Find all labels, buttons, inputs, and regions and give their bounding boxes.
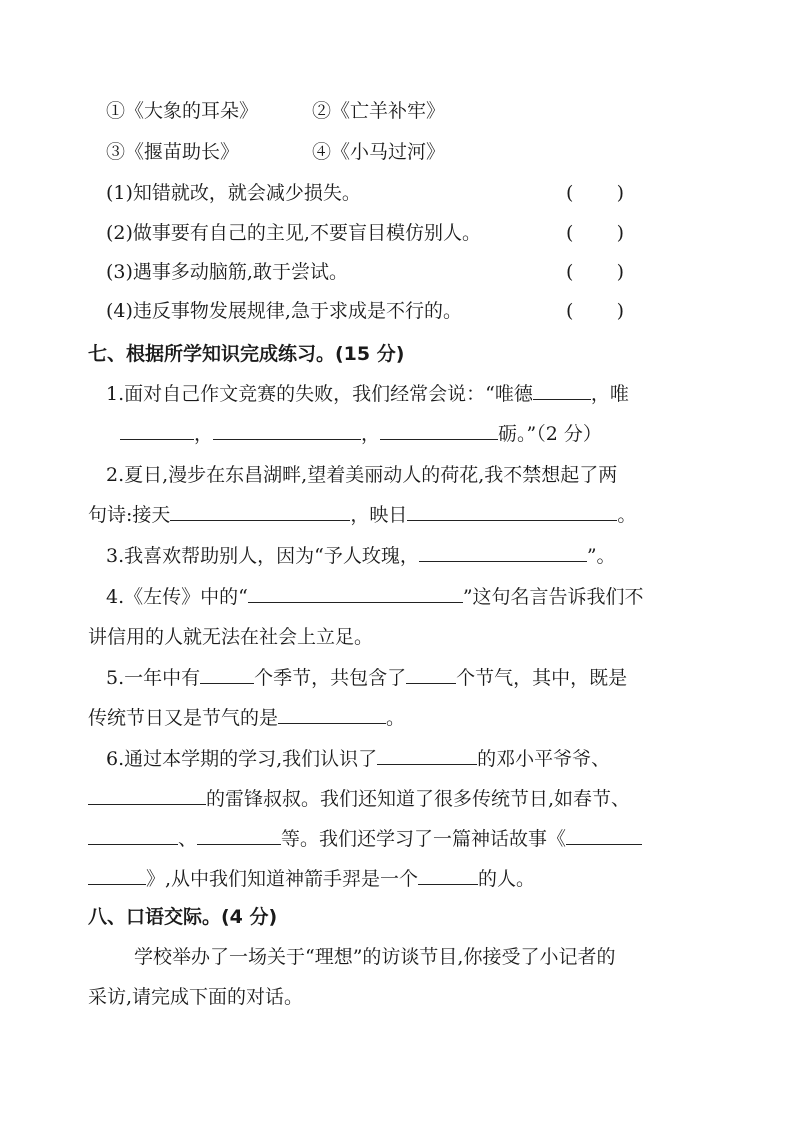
blank-field[interactable] [407, 502, 617, 521]
question-text: 砺。”（2 分） [498, 423, 602, 445]
question-text: 。 [386, 707, 406, 729]
question-2-line-2 [88, 501, 636, 529]
question-text: ， [194, 423, 214, 445]
option-2-number: ② [312, 100, 332, 122]
question-text: 5.一年中有 [106, 667, 201, 689]
question-1-line-1 [106, 380, 629, 408]
section-7-heading: 七、根据所学知识完成练习。(15 分) [88, 343, 405, 365]
blank-field[interactable] [406, 665, 456, 684]
question-text: 》,从中我们知道神箭手羿是一个 [146, 868, 419, 890]
question-text: 讲信用的人就无法在社会上立足。 [88, 626, 374, 648]
blank-field[interactable] [248, 584, 463, 603]
matching-item-text: (1)知错就改，就会减少损失。 [106, 182, 361, 204]
question-5-line-2 [88, 704, 405, 732]
paren-open: ( [566, 222, 574, 244]
question-3 [106, 542, 616, 570]
question-text: 个季节，共包含了 [254, 667, 407, 689]
question-text: 的邓小平爷爷、 [477, 748, 611, 770]
paren-close: ) [616, 300, 624, 322]
question-1-line-2 [120, 420, 602, 448]
question-text: 6.通过本学期的学习,我们认识了 [106, 748, 378, 770]
question-4-line-1 [106, 583, 644, 611]
question-text: 传统节日又是节气的是 [88, 707, 279, 729]
question-text: ， [361, 423, 381, 445]
option-4-title: 《小马过河》 [331, 141, 446, 163]
question-6-line-1 [106, 745, 610, 773]
blank-field[interactable] [213, 421, 361, 440]
question-text: ，唯 [590, 383, 629, 405]
blank-field[interactable] [377, 746, 477, 765]
option-2 [312, 97, 445, 125]
blank-field[interactable] [88, 826, 178, 845]
section-8-paragraph-line-1: 学校举办了一场关于“理想”的访谈节目,你接受了小记者的 [134, 946, 616, 968]
paren-open: ( [566, 261, 574, 283]
question-text: 个节气，其中，既是 [456, 667, 628, 689]
section-8-paragraph-line-2: 采访,请完成下面的对话。 [88, 986, 304, 1008]
option-3-number: ③ [106, 141, 126, 163]
paren-open: ( [566, 182, 574, 204]
option-3 [106, 138, 239, 166]
blank-field[interactable] [419, 543, 587, 562]
question-text: 2.夏日,漫步在东昌湖畔,望着美丽动人的荷花,我不禁想起了两 [106, 464, 618, 486]
question-4-line-2 [88, 623, 373, 651]
matching-item-3 [106, 258, 348, 286]
blank-field[interactable] [418, 866, 478, 885]
question-6-line-3 [88, 825, 642, 853]
question-text: 的人。 [478, 868, 536, 890]
blank-field[interactable] [533, 381, 591, 400]
question-text: ”这句名言告诉我们不 [462, 586, 644, 608]
question-text: 。 [617, 504, 637, 526]
matching-item-text: (2)做事要有自己的主见,不要盲目模仿别人。 [106, 222, 481, 244]
blank-field[interactable] [170, 502, 350, 521]
section-8-heading: 八、口语交际。(4 分) [88, 906, 278, 928]
matching-item-2 [106, 219, 481, 247]
question-2-line-1 [106, 461, 617, 489]
option-3-title: 《揠苗助长》 [125, 141, 240, 163]
option-1 [106, 97, 258, 125]
blank-field[interactable] [566, 826, 642, 845]
question-text: 的雷锋叔叔。我们还知道了很多传统节日,如春节、 [206, 788, 631, 810]
answer-paren-1[interactable] [566, 179, 624, 207]
paren-open: ( [566, 300, 574, 322]
option-4-number: ④ [312, 141, 332, 163]
blank-field[interactable] [200, 665, 254, 684]
option-1-title: 《大象的耳朵》 [125, 100, 259, 122]
question-text: 3.我喜欢帮助别人，因为“予人玫瑰， [106, 545, 419, 567]
question-5-line-1 [106, 664, 627, 692]
answer-paren-4[interactable] [566, 297, 624, 325]
option-1-number: ① [106, 100, 126, 122]
answer-paren-3[interactable] [566, 258, 624, 286]
question-text: 1.面对自己作文竞赛的失败，我们经常会说：“唯德 [106, 383, 533, 405]
matching-item-4 [106, 297, 462, 325]
blank-field[interactable] [380, 421, 498, 440]
matching-item-1 [106, 179, 361, 207]
matching-item-text: (4)违反事物发展规律,急于求成是不行的。 [106, 300, 462, 322]
question-text: ”。 [586, 545, 616, 567]
question-text: ，映日 [350, 504, 408, 526]
blank-field[interactable] [120, 421, 194, 440]
question-6-line-4 [88, 865, 535, 893]
blank-field[interactable] [88, 866, 146, 885]
question-6-line-2 [88, 785, 630, 813]
matching-item-text: (3)遇事多动脑筋,敢于尝试。 [106, 261, 348, 283]
question-text: 等。我们还学习了一篇神话故事《 [281, 828, 567, 850]
option-4 [312, 138, 445, 166]
question-text: 句诗:接天 [88, 504, 171, 526]
paren-close: ) [616, 261, 624, 283]
option-2-title: 《亡羊补牢》 [331, 100, 446, 122]
answer-paren-2[interactable] [566, 219, 624, 247]
blank-field[interactable] [88, 786, 206, 805]
question-text: 、 [178, 828, 198, 850]
question-text: 4.《左传》中的“ [106, 586, 248, 608]
blank-field[interactable] [278, 705, 386, 724]
paren-close: ) [616, 222, 624, 244]
paren-close: ) [616, 182, 624, 204]
blank-field[interactable] [197, 826, 281, 845]
